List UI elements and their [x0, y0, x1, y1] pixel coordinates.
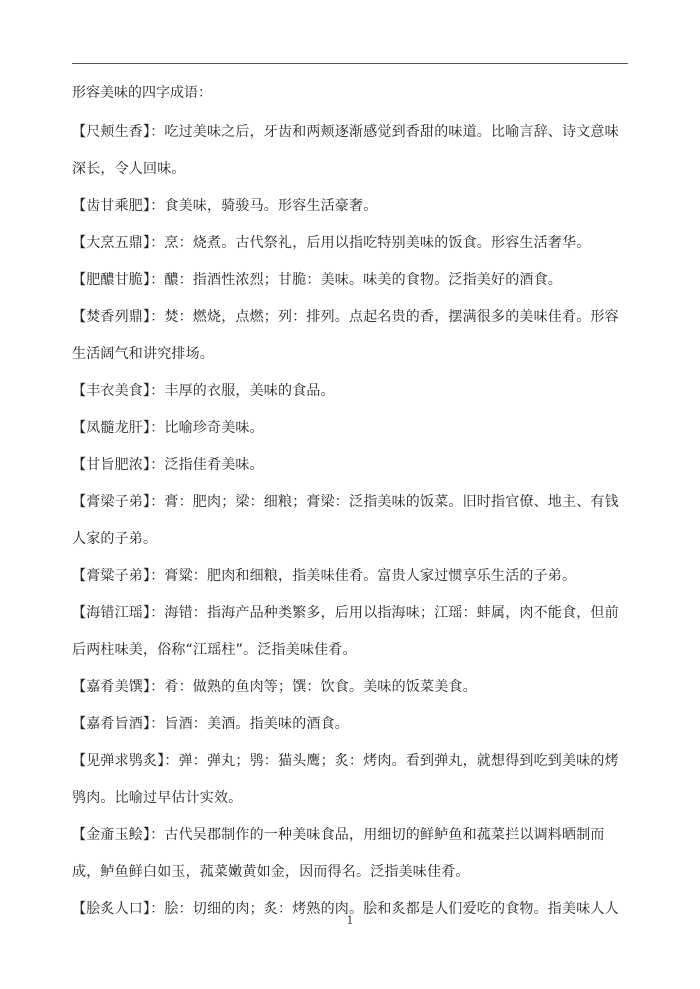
idiom-entry: 【嘉肴旨酒】：旨酒：美酒。指美味的酒食。: [72, 716, 349, 732]
idiom-entry: 【甘旨肥浓】：泛指佳肴美味。: [72, 457, 264, 473]
idiom-entry: 【见弹求鸮炙】：弹：弹丸；鸮：猫头鹰；炙：烤肉。看到弹丸，就想得到吃到美味的烤鸮肉。比喻过早估计实效。: [72, 753, 619, 806]
intro-heading: 形容美味的四字成语：: [72, 85, 212, 101]
header-rule: [72, 63, 628, 64]
idiom-entry: 【齿甘乘肥】：食美味，骑骏马。形容生活豪奢。: [72, 198, 378, 214]
idiom-entry: 【膏粱子弟】：膏粱：肥肉和细粮，指美味佳肴。富贵人家过惯享乐生活的子弟。: [72, 568, 577, 584]
idiom-entry: 【尺颊生香】：吃过美味之后，牙齿和两颊逐渐感觉到香甜的味道。比喻言辞、诗文意味深长，令人回味。: [72, 124, 619, 177]
idiom-entry: 【嘉肴美馔】：肴：做熟的鱼肉等；馔：饮食。美味的饭菜美食。: [72, 679, 477, 695]
idiom-entry: 【凤髓龙肝】：比喻珍奇美味。: [72, 420, 264, 436]
idiom-entry: 【丰衣美食】：丰厚的衣服，美味的食品。: [72, 383, 335, 399]
idiom-entry: 【膏梁子弟】：膏：肥肉；梁：细粮；膏梁：泛指美味的饭菜。旧时指官僚、地主、有钱人家的子弟。: [72, 494, 619, 547]
idiom-entry: 【肥醲甘脆】：醲：指酒性浓烈；甘脆：美味。味美的食物。泛指美好的酒食。: [72, 272, 562, 288]
idiom-entry: 【海错江瑶】：海错：指海产品种类繁多，后用以指海味；江瑶：蚌属，肉不能食，但前后两柱味美，俗称“江瑶柱”。泛指美味佳肴。: [72, 605, 619, 658]
idiom-entry: 【大烹五鼎】：烹：烧煮。古代祭礼，后用以指吃特别美味的饭食。形容生活奢华。: [72, 235, 591, 251]
idiom-entry: 【脍炙人口】：脍：切细的肉；炙：烤熟的肉。脍和炙都是人们爱吃的食物。指美味人人: [72, 901, 619, 917]
idiom-list: [72, 114, 632, 928]
idiom-entry: 【焚香列鼎】：焚：燃烧，点燃；列：排列。点起名贵的香，摆满很多的美味佳肴。形容生活阔气和讲究排场。: [72, 309, 619, 362]
idiom-entry: 【金齑玉鲙】：古代吴郡制作的一种美味食品，用细切的鲜鲈鱼和菰菜拦以调料晒制而成，鲈鱼鲜白如玉，菰菜嫩黄如金，因而得名。泛指美味佳肴。: [72, 827, 605, 880]
page-number: 1: [346, 914, 354, 927]
